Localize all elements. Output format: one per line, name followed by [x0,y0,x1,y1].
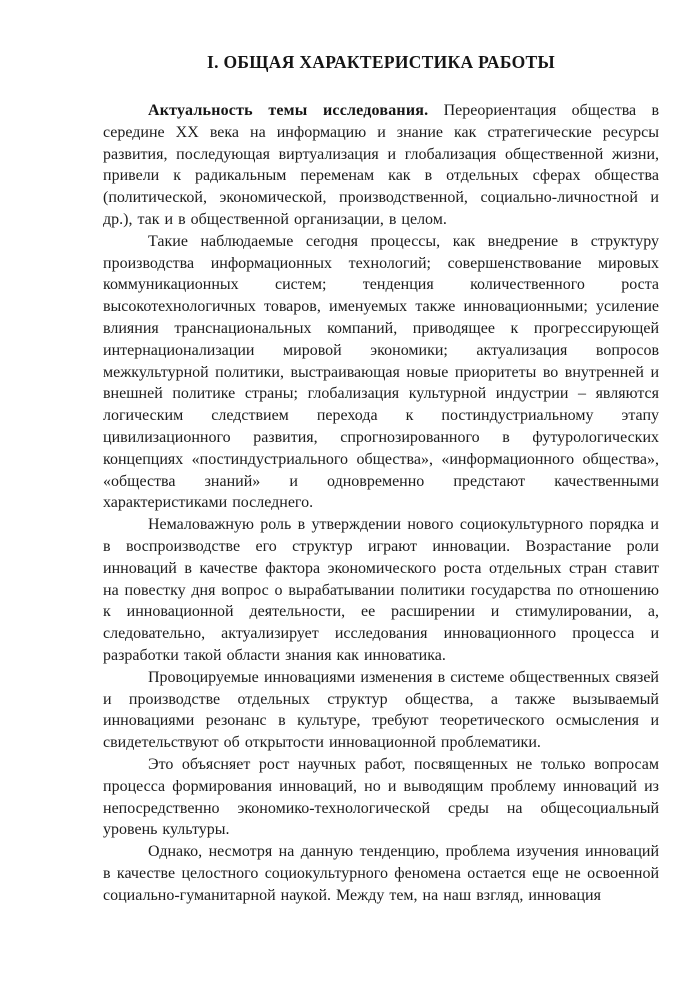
paragraph-text: Однако, несмотря на данную тенденцию, проблема изучения инноваций в качестве целостного социокультурного феномена остается еще не освоенной социально-гуманитарной наукой. Между тем, на наш взгляд, инновация [103,843,659,904]
section-heading: I. ОБЩАЯ ХАРАКТЕРИСТИКА РАБОТЫ [207,52,555,72]
paragraph-provoked-changes [103,667,659,754]
text-block [103,50,659,906]
paragraph-innovations-role [103,514,659,667]
paragraph-however [103,841,659,906]
paragraph-actuality [103,100,659,231]
paragraph-text: Переориентация общества в середине XX века на информацию и знание как стратегические ресурсы развития, последующая виртуализация и глобализация общественной жизни, привели к радикальным переменам как в отдельных сферах общества (политической, экономической, производственной, социально-личностной и др.), так и в общественной организации, в целом. [103,102,659,228]
paragraph-text: Это объясняет рост научных работ, посвященных не только вопросам процесса формирования инноваций, но и выводящим проблему инноваций из непосредственно экономико-технологической среды на общесоциальный уровень культуры. [103,755,659,839]
paragraph-lead-bold: Актуальность темы исследования. [148,102,429,119]
paragraph-processes [103,231,659,514]
paragraph-text: Такие наблюдаемые сегодня процессы, как внедрение в структуру производства информационных технологий; совершенствование мировых коммуникационных систем; тенденция количественного роста высокотехнологичных товаров, именуемых также инновационными; усиление влияния транснациональных компаний, приводящее к прогрессирующей интернационализации мировой экономики; актуализация вопросов межкультурной политики, выстраивающая новые приоритеты во внутренней и внешней политике страны; глобализация культурной индустрии – являются логическим следствием перехода к постиндустриальному этапу цивилизационного развития, спрогнозированного в футурологических концепциях «постиндустриального общества», «информационного общества», «общества знаний» и одновременно предстают качественными характеристиками последнего. [103,232,659,512]
paragraph-scientific-works [103,754,659,841]
paragraph-text: Провоцируемые инновациями изменения в системе общественных связей и производстве отдельных структур общества, а также вызываемый инновациями резонанс в культуре, требуют теоретического осмысления и свидетельствуют об открытости инновационной проблематики. [103,668,659,752]
paragraph-text: Немаловажную роль в утверждении нового социокультурного порядка и в воспроизводстве его структур играют инновации. Возрастание роли инноваций в качестве фактора экономического роста отдельных стран ставит на повестку дня вопрос о вырабатывании политики государства по отношению к инновационной деятельности, ее расширении и стимулировании, а, следовательно, актуализирует исследования инновационного процесса и разработки такой области знания как инноватика. [103,516,659,664]
